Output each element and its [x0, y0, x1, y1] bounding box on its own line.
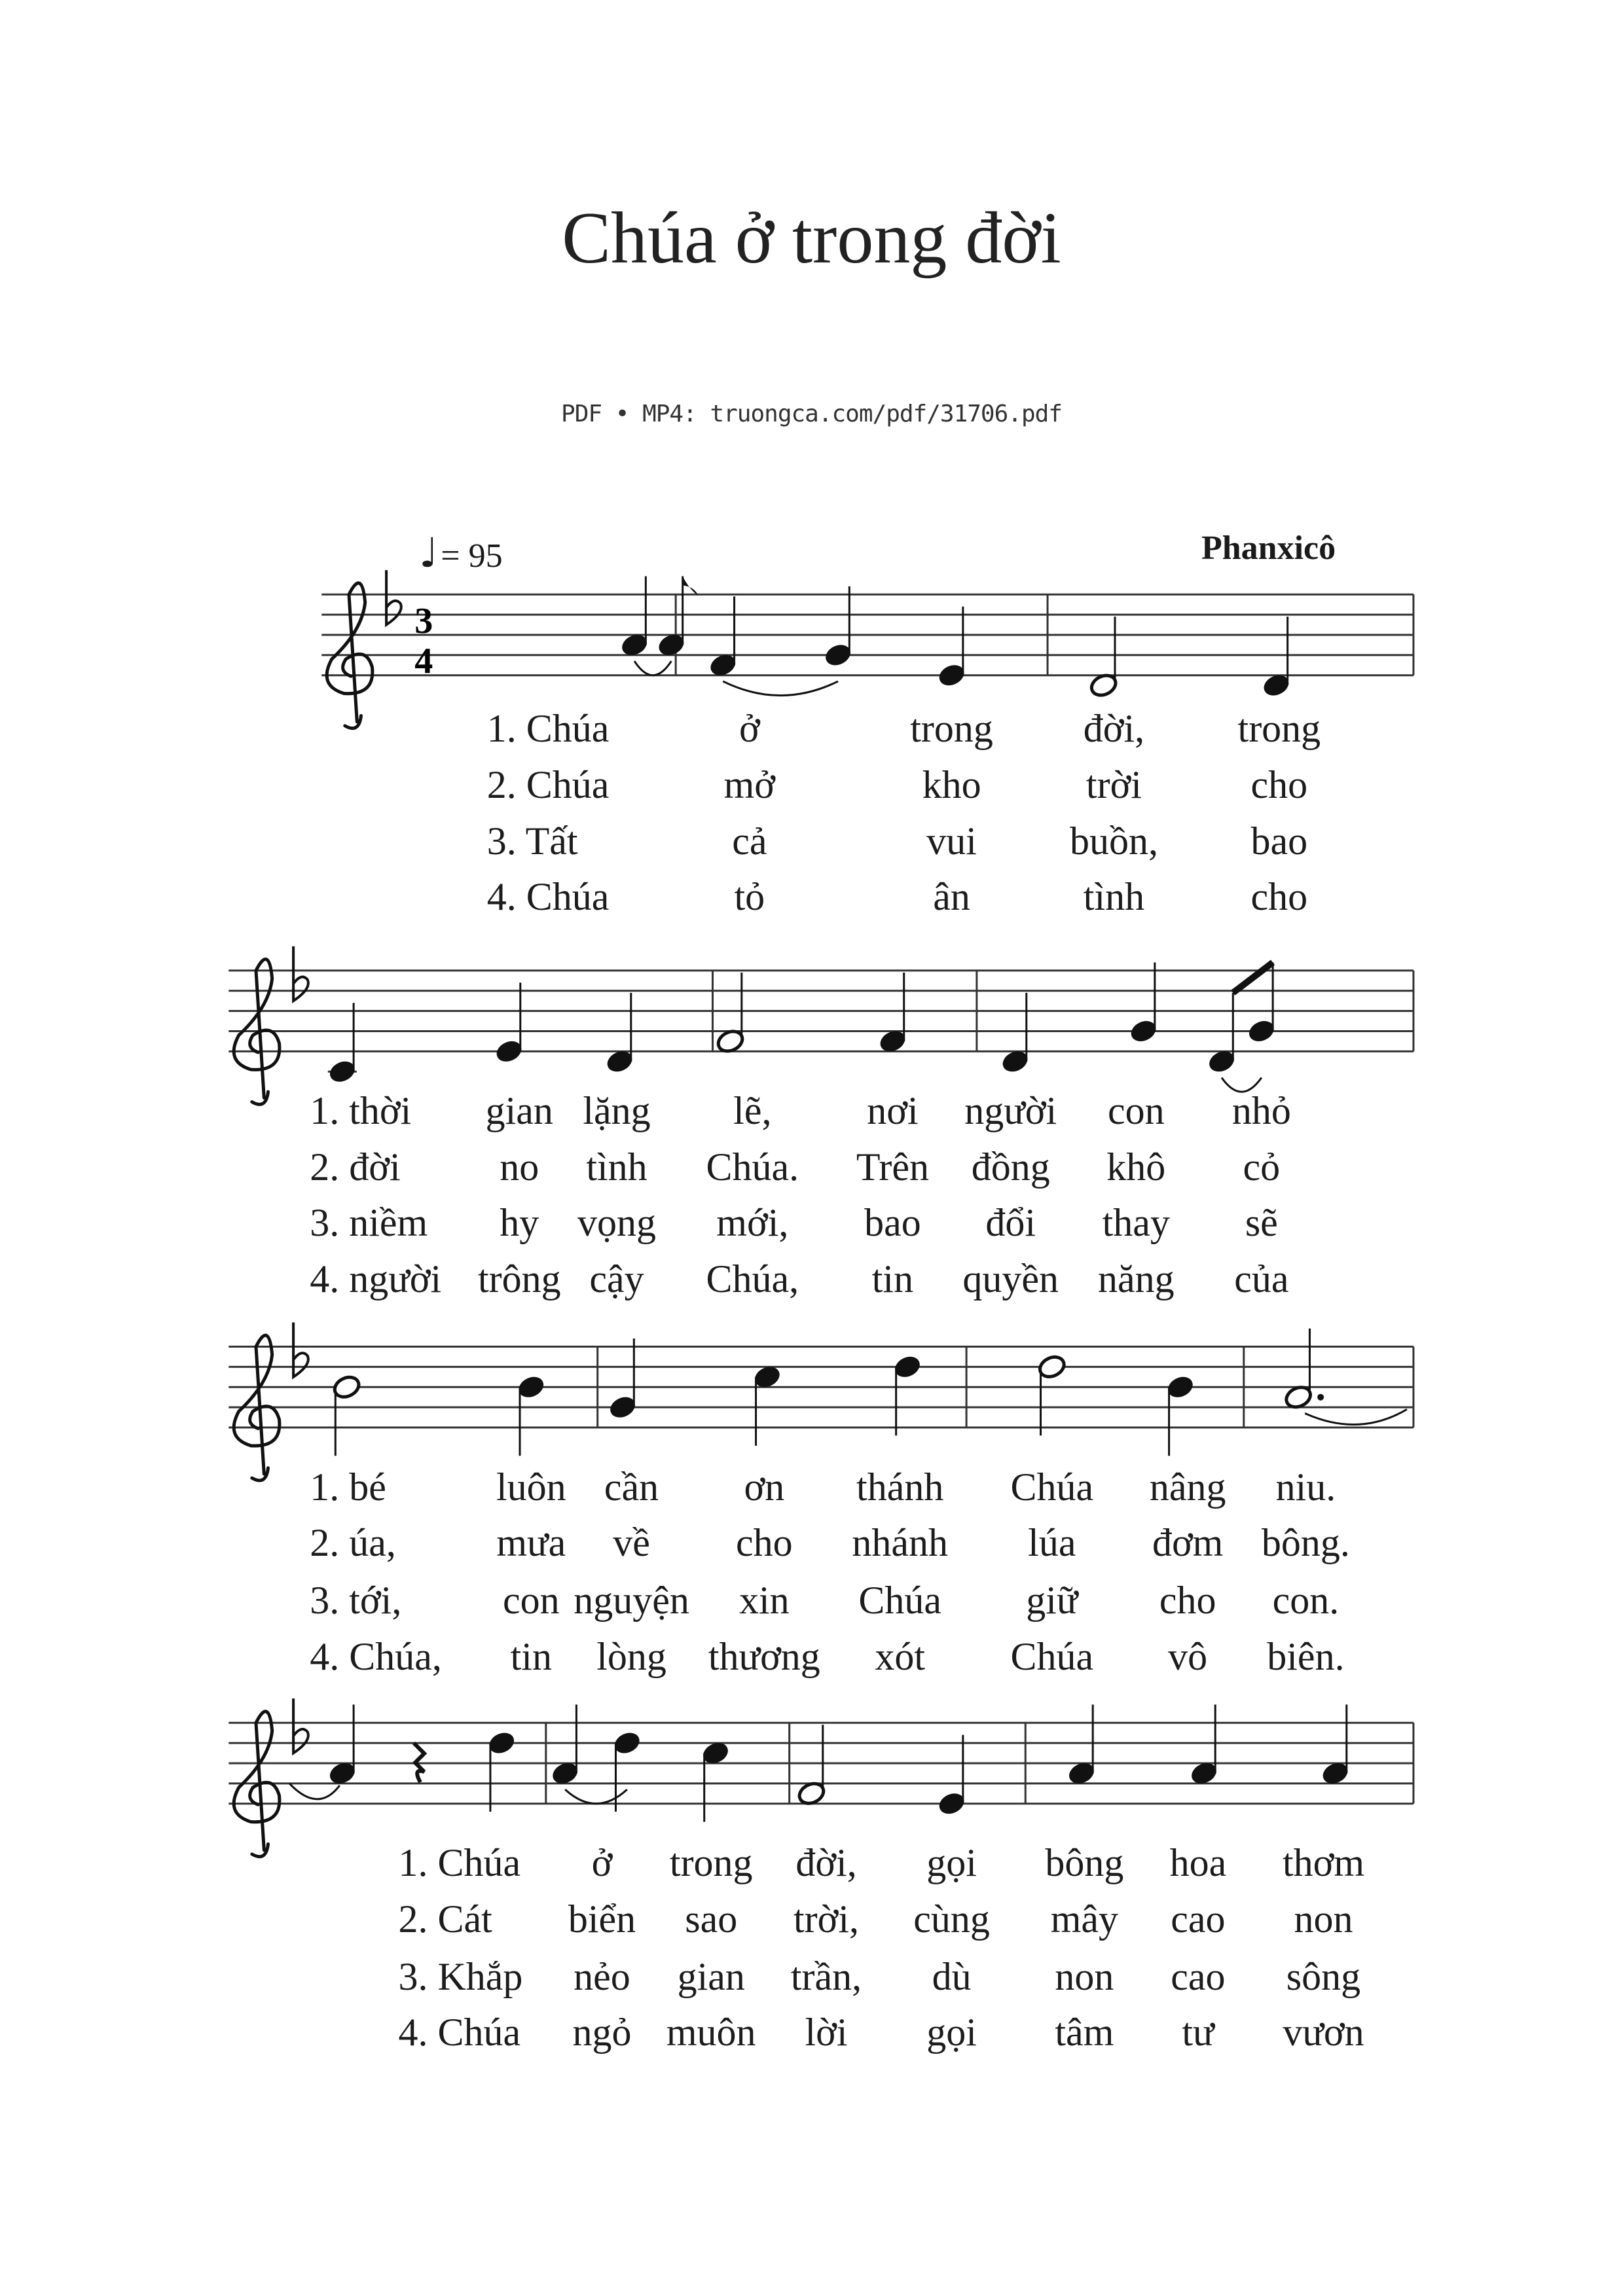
lyric-word: tư: [1182, 2011, 1214, 2054]
time-signature-bottom: 4: [414, 641, 433, 682]
lyric-word: quyền: [962, 1257, 1059, 1300]
lyric-word: tình: [1083, 875, 1145, 919]
lyric-word: ơn: [744, 1465, 785, 1509]
lyric-word: đời,: [795, 1841, 857, 1885]
lyric-word: bao: [1250, 819, 1308, 863]
treble-clef-icon: [327, 583, 373, 728]
beam: [1233, 963, 1273, 993]
slur: [565, 1789, 627, 1804]
lyric-word: cao: [1171, 1897, 1226, 1941]
lyric-word: của: [1234, 1257, 1289, 1300]
lyric-word: buồn,: [1069, 819, 1158, 863]
lyric-word: mới,: [716, 1201, 789, 1245]
flat-key-signature-icon: [293, 1322, 308, 1376]
composer: Phanxicô: [1201, 529, 1336, 567]
lyric-word: kho: [922, 762, 981, 806]
lyric-word: cho: [1250, 762, 1308, 806]
lyric-word: no: [500, 1145, 539, 1189]
lyric-word: sao: [685, 1897, 738, 1941]
lyric-word: tình: [586, 1145, 647, 1189]
lyric-verse-start: 2. Cát: [398, 1897, 492, 1941]
tie-in: [289, 1784, 340, 1799]
lyric-verse-start: 1. bé: [310, 1465, 386, 1509]
lyric-word: người: [964, 1088, 1057, 1132]
lyric-word: lẽ,: [733, 1088, 772, 1132]
lyric-word: Chúa: [1010, 1465, 1094, 1509]
lyric-word: tin: [871, 1257, 914, 1300]
lyric-word: trong: [669, 1841, 753, 1885]
lyric-word: nẻo: [574, 1954, 630, 1998]
lyric-word: năng: [1097, 1257, 1175, 1300]
dot: [1317, 1394, 1324, 1401]
lyric-verse-start: 3. tới,: [310, 1579, 402, 1623]
lyric-word: biển: [568, 1897, 636, 1941]
lyric-word: Chúa: [1010, 1634, 1094, 1678]
lyric-word: bông: [1045, 1841, 1124, 1885]
lyric-word: gian: [485, 1088, 553, 1132]
lyric-word: dù: [932, 1954, 972, 1998]
lyric-word: mở: [723, 762, 776, 806]
lyric-word: vui: [926, 819, 977, 863]
lyric-word: non: [1294, 1897, 1353, 1941]
lyric-word: trần,: [790, 1954, 862, 1998]
lyric-word: ở: [739, 707, 760, 751]
source-link[interactable]: PDF • MP4: truongca.com/pdf/31706.pdf: [561, 401, 1062, 427]
tempo-value: = 95: [441, 537, 503, 575]
lyric-word: con: [1107, 1088, 1165, 1132]
lyric-verse-start: 2. Chúa: [486, 762, 610, 806]
lyric-word: Chúa.: [706, 1145, 799, 1189]
lyric-word: cho: [1159, 1579, 1216, 1623]
lyric-word: nguyện: [574, 1579, 689, 1623]
lyric-verse-start: 2. úa,: [310, 1521, 396, 1565]
lyric-word: biên.: [1267, 1634, 1345, 1678]
lyric-verse-start: 4. người: [310, 1257, 442, 1300]
lyric-word: bao: [864, 1201, 921, 1245]
lyric-word: sẽ: [1245, 1201, 1278, 1245]
lyric-word: nhỏ: [1231, 1088, 1291, 1132]
lyric-word: tin: [510, 1634, 552, 1678]
lyric-word: cho: [736, 1521, 793, 1565]
lyric-verse-start: 1. thời: [310, 1088, 412, 1132]
lyric-word: sông: [1286, 1954, 1361, 1998]
time-signature-top: 3: [414, 600, 433, 641]
lyric-word: tâm: [1055, 2011, 1114, 2054]
lyric-word: xót: [875, 1634, 926, 1678]
lyric-word: nhánh: [852, 1521, 949, 1565]
treble-clef-icon: [234, 1335, 280, 1480]
lyric-word: gọi: [926, 1841, 977, 1885]
lyric-word: Chúa: [858, 1579, 942, 1623]
lyric-word: Trên: [856, 1145, 929, 1189]
lyric-word: mưa: [496, 1521, 566, 1565]
lyric-word: xin: [739, 1579, 790, 1623]
song-title: Chúa ở trong đời: [562, 198, 1061, 279]
lyric-word: hoa: [1169, 1841, 1227, 1885]
lyric-word: bông.: [1261, 1521, 1350, 1565]
lyric-word: trông: [477, 1257, 561, 1300]
lyric-word: non: [1055, 1954, 1114, 1998]
lyric-word: vọng: [577, 1201, 656, 1245]
lyric-word: nơi: [867, 1088, 919, 1132]
lyric-word: ở: [591, 1841, 613, 1885]
lyric-word: lúa: [1028, 1521, 1076, 1565]
lyric-word: con: [502, 1579, 560, 1623]
lyric-verse-start: 1. Chúa: [398, 1841, 521, 1885]
flat-key-signature-icon: [293, 1698, 308, 1753]
lyric-word: Chúa,: [706, 1257, 799, 1300]
treble-clef-icon: [234, 1712, 280, 1857]
lyric-word: lặng: [583, 1088, 651, 1132]
lyric-word: vô: [1168, 1634, 1208, 1678]
lyric-word: con.: [1272, 1579, 1340, 1623]
lyric-word: cao: [1171, 1954, 1226, 1998]
lyric-word: gọi: [926, 2011, 977, 2054]
lyric-word: cậy: [589, 1257, 644, 1300]
lyric-word: thương: [708, 1634, 820, 1678]
lyric-word: muôn: [666, 2011, 756, 2054]
lyric-verse-start: 2. đời: [310, 1145, 401, 1189]
lyric-word: cần: [604, 1465, 659, 1509]
treble-clef-icon: [234, 959, 280, 1104]
lyric-word: cả: [732, 819, 767, 863]
lyric-word: nâng: [1149, 1465, 1226, 1509]
lyric-verse-start: 4. Chúa: [398, 2011, 521, 2054]
lyric-word: mây: [1050, 1897, 1119, 1941]
lyric-word: niu.: [1275, 1465, 1336, 1509]
lyric-verse-start: 4. Chúa,: [310, 1634, 442, 1678]
eighth-flag-icon: [683, 576, 699, 596]
lyric-word: trời,: [793, 1897, 860, 1941]
lyric-word: cùng: [913, 1897, 990, 1941]
lyric-word: khô: [1106, 1145, 1166, 1189]
lyric-word: về: [613, 1521, 650, 1565]
lyric-word: đổi: [985, 1201, 1036, 1245]
lyric-word: thơm: [1282, 1841, 1365, 1885]
lyric-word: ngỏ: [572, 2011, 632, 2054]
lyric-word: thánh: [856, 1465, 944, 1509]
slur: [723, 681, 838, 696]
lyric-word: trong: [910, 707, 993, 751]
lyric-word: luôn: [496, 1465, 566, 1509]
lyric-word: lời: [805, 2011, 848, 2054]
lyric-verse-start: 3. Khắp: [398, 1954, 523, 1998]
lyric-word: đồng: [971, 1145, 1050, 1189]
lyric-verse-start: 4. Chúa: [486, 875, 610, 919]
lyric-word: đơm: [1152, 1521, 1224, 1565]
lyric-word: lòng: [596, 1634, 666, 1678]
lyric-word: gian: [677, 1954, 745, 1998]
quarter-note-icon: ♩: [419, 529, 439, 577]
lyric-verse-start: 1. Chúa: [486, 707, 610, 751]
lyric-verse-start: 3. niềm: [310, 1201, 428, 1245]
lyric-word: tỏ: [734, 875, 765, 919]
lyric-word: trong: [1237, 707, 1321, 751]
lyric-word: hy: [500, 1201, 539, 1245]
lyric-verse-start: 3. Tất: [486, 819, 578, 863]
lyric-word: vươn: [1283, 2011, 1364, 2054]
tie-out: [1305, 1409, 1407, 1424]
flat-key-signature-icon: [293, 946, 308, 1001]
lyric-word: cho: [1250, 875, 1308, 919]
lyric-word: cỏ: [1243, 1145, 1281, 1189]
lyric-word: thay: [1102, 1201, 1170, 1245]
lyric-word: đời,: [1083, 707, 1145, 751]
slur: [634, 661, 671, 675]
lyric-word: trời: [1085, 762, 1142, 806]
lyric-word: giữ: [1026, 1579, 1078, 1623]
lyric-word: ân: [933, 875, 970, 919]
flat-key-signature-icon: [386, 570, 401, 624]
